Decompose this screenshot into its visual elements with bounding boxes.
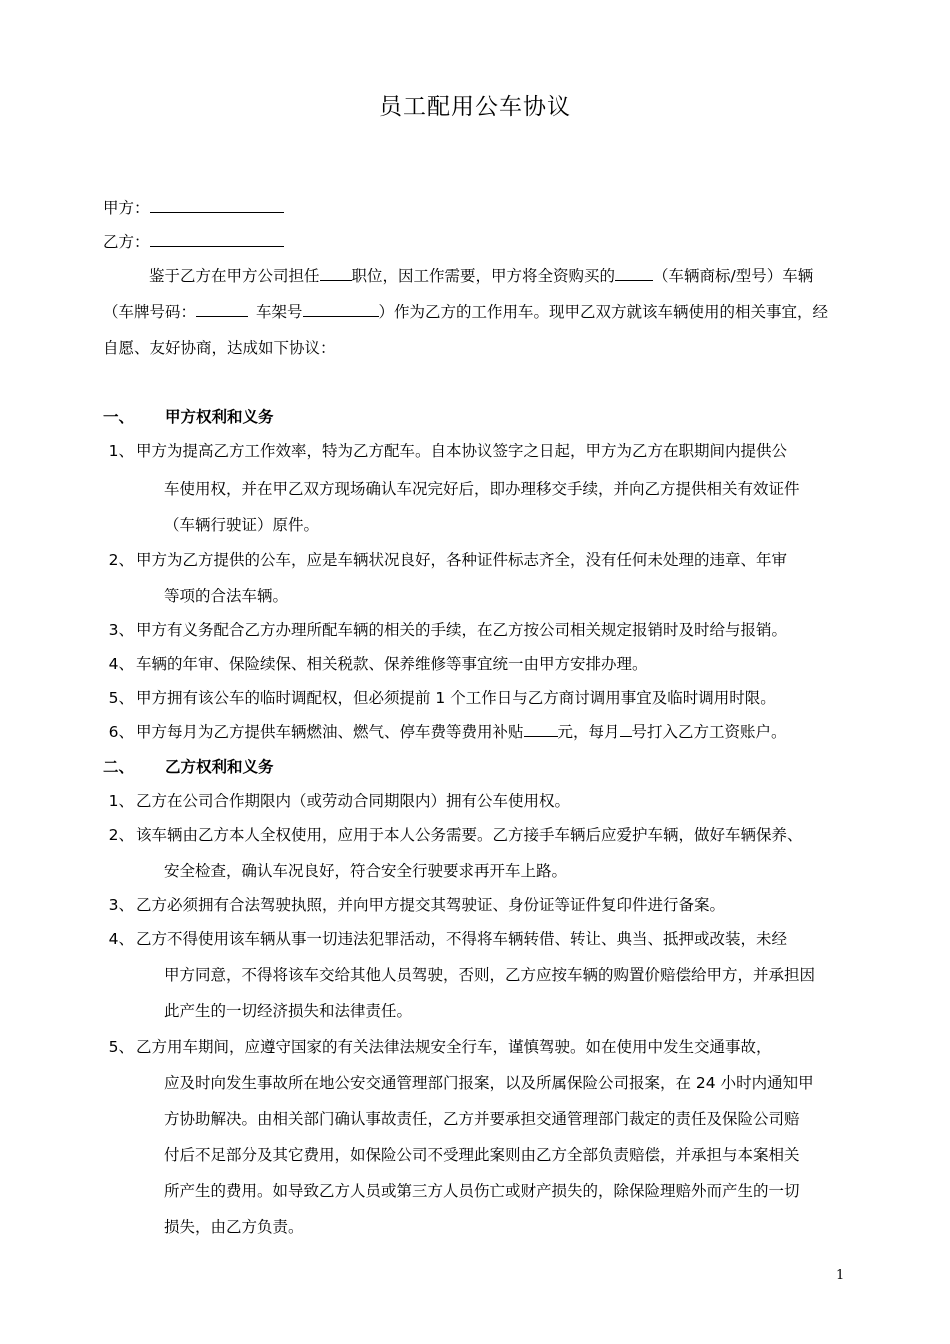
- s2-item-5-line-1: [106, 1037, 772, 1057]
- item-text: 元，每月: [557, 723, 620, 741]
- item-number: 1、: [108, 792, 134, 810]
- item-number: 2、: [108, 826, 134, 844]
- s2-item-1-line-1: [106, 791, 570, 811]
- item-text: 乙方必须拥有合法驾驶执照，并向甲方提交其驾驶证、身份证等证件复印件进行备案。: [136, 896, 726, 914]
- party-a-line: [103, 198, 284, 218]
- item-text: 甲方有义务配合乙方办理所配车辆的相关的手续，在乙方按公司相关规定报销时及时给与报销。: [136, 621, 788, 639]
- item-text: 乙方在公司合作期限内（或劳动合同期限内）拥有公车使用权。: [136, 792, 571, 810]
- section-2-heading: [103, 757, 274, 777]
- item-number: 4、: [108, 655, 134, 673]
- party-b-label: 乙方：: [103, 233, 150, 251]
- item-number: 1、: [108, 442, 134, 460]
- s2-item-4-line-1: [106, 929, 787, 949]
- s2-item-5-line-5: 所产生的费用。如导致乙方人员或第三方人员伤亡或财产损失的，除保险理赔外而产生的一切: [164, 1182, 800, 1200]
- intro-text: 职位，因工作需要，甲方将全资购买的: [351, 267, 616, 285]
- intro-text: ）作为乙方的工作用车。现甲乙双方就该车辆使用的相关事宜，经: [378, 303, 829, 321]
- document-title: 员工配用公车协议: [379, 94, 571, 120]
- s2-item-4-line-3: 此产生的一切经济损失和法律责任。: [164, 1002, 413, 1020]
- intro-line-1: [149, 266, 813, 286]
- s1-item-4-line-1: [106, 654, 648, 674]
- vehicle-model-blank: [615, 266, 653, 281]
- item-text: 甲方每月为乙方提供车辆燃油、燃气、停车费等费用补贴: [136, 723, 524, 741]
- item-text: 甲方为提高乙方工作效率，特为乙方配车。自本协议签字之日起，甲方为乙方在职期间内提供公: [136, 442, 788, 460]
- party-b-line: [103, 232, 284, 252]
- intro-line-2: [103, 302, 828, 322]
- section-number: 一、: [103, 408, 135, 426]
- intro-line-3: 自愿、友好协商，达成如下协议：: [103, 339, 336, 357]
- item-number: 3、: [108, 896, 134, 914]
- party-b-blank: [150, 232, 284, 247]
- s2-item-4-line-2: 甲方同意，不得将该车交给其他人员驾驶，否则，乙方应按车辆的购置价赔偿给甲方，并承担因: [164, 966, 816, 984]
- item-text: 甲方拥有该公车的临时调配权，但必须提前 1 个工作日与乙方商讨调用事宜及临时调用时限。: [136, 689, 776, 707]
- plate-number-blank: [196, 302, 248, 317]
- section-title: 乙方权利和义务: [165, 758, 274, 776]
- party-a-blank: [150, 198, 284, 213]
- item-number: 5、: [108, 689, 134, 707]
- s2-item-5-line-6: 损失，由乙方负责。: [164, 1218, 304, 1236]
- item-number: 3、: [108, 621, 134, 639]
- section-title: 甲方权利和义务: [165, 408, 274, 426]
- item-text: 该车辆由乙方本人全权使用，应用于本人公务需要。乙方接手车辆后应爱护车辆，做好车辆保养、: [136, 826, 803, 844]
- pay-day-blank: [620, 722, 632, 737]
- item-text: 号打入乙方工资账户。: [631, 723, 787, 741]
- s2-item-5-line-2: 应及时向发生事故所在地公安交通管理部门报案，以及所属保险公司报案，在 24 小时内通知甲: [164, 1074, 814, 1092]
- allowance-amount-blank: [524, 722, 558, 737]
- s1-item-5-line-1: [106, 688, 776, 708]
- intro-text: （车牌号码：: [103, 303, 197, 321]
- s1-item-1-line-1: [106, 441, 787, 461]
- item-text: 乙方用车期间，应遵守国家的有关法律法规安全行车，谨慎驾驶。如在使用中发生交通事故，: [136, 1038, 772, 1056]
- position-blank: [320, 266, 352, 281]
- item-number: 4、: [108, 930, 134, 948]
- s1-item-3-line-1: [106, 620, 787, 640]
- intro-text: 鉴于乙方在甲方公司担任: [149, 267, 320, 285]
- item-text: 车辆的年审、保险续保、相关税款、保养维修等事宜统一由甲方安排办理。: [136, 655, 648, 673]
- s2-item-2-line-1: [106, 825, 803, 845]
- s1-item-2-line-1: [106, 550, 787, 570]
- section-1-heading: [103, 407, 274, 427]
- item-number: 5、: [108, 1038, 134, 1056]
- s2-item-2-line-2: 安全检查，确认车况良好，符合安全行驶要求再开车上路。: [164, 862, 568, 880]
- section-number: 二、: [103, 758, 135, 776]
- party-a-label: 甲方：: [103, 199, 150, 217]
- s1-item-2-line-2: 等项的合法车辆。: [164, 587, 289, 605]
- item-text: 乙方不得使用该车辆从事一切违法犯罪活动，不得将车辆转借、转让、典当、抵押或改装，未经: [136, 930, 788, 948]
- s1-item-6-line-1: [106, 722, 787, 742]
- s2-item-5-line-4: 付后不足部分及其它费用，如保险公司不受理此案则由乙方全部负责赔偿，并承担与本案相关: [164, 1146, 800, 1164]
- s1-item-1-line-2: 车使用权，并在甲乙双方现场确认车况完好后，即办理移交手续，并向乙方提供相关有效证件: [164, 480, 800, 498]
- item-text: 甲方为乙方提供的公车，应是车辆状况良好，各种证件标志齐全，没有任何未处理的违章、年审: [136, 551, 788, 569]
- item-number: 6、: [108, 723, 134, 741]
- frame-number-blank: [303, 302, 379, 317]
- page-number: 1: [836, 1268, 845, 1283]
- s1-item-1-line-3: （车辆行驶证）原件。: [164, 516, 320, 534]
- s2-item-5-line-3: 方协助解决。由相关部门确认事故责任，乙方并要承担交通管理部门裁定的责任及保险公司赔: [164, 1110, 800, 1128]
- s2-item-3-line-1: [106, 895, 725, 915]
- intro-text: 车架号: [256, 303, 303, 321]
- item-number: 2、: [108, 551, 134, 569]
- intro-text: （车辆商标/型号）车辆: [653, 267, 814, 285]
